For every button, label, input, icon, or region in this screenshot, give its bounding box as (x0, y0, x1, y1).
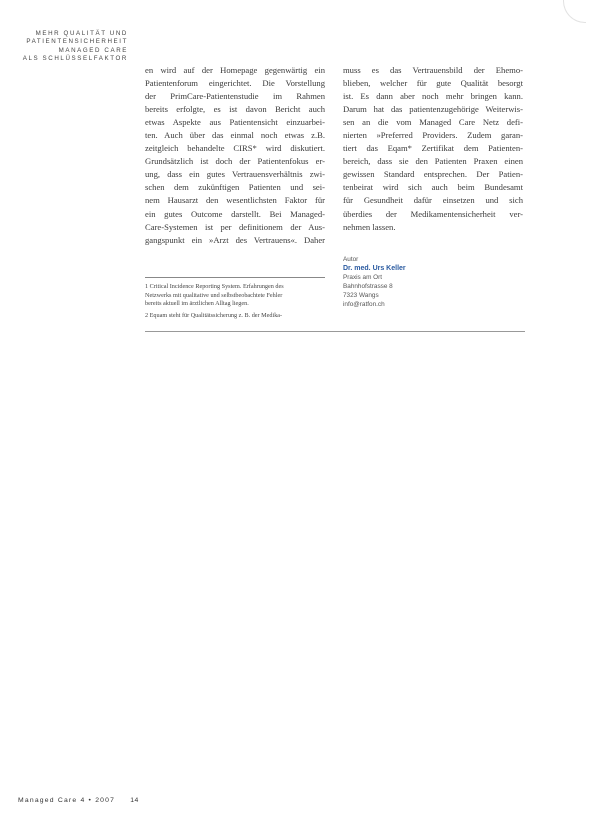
section-label-line: MEHR QUALITÄT UND (35, 30, 128, 37)
body-line: zeitgleich behandelte CIRS* wird diskutiert. (145, 143, 325, 154)
address-line: Praxis am Ort (343, 274, 383, 282)
body-line: tiert das Eqam* Zertifikat dem Patienten- (343, 143, 523, 154)
body-line: Care-Systemen ist per definitionem der Aus- (145, 221, 325, 232)
right-text-column (343, 64, 523, 234)
footnotes (145, 283, 327, 320)
body-line: der PrimCare-Patientenstudie im Rahmen (145, 91, 325, 102)
body-line: blieben, welcher für gute Qualität besorgt (343, 78, 523, 89)
address-label: Autor (343, 256, 359, 263)
section-label (18, 30, 128, 64)
address-line: Bahnhofstrasse 8 (343, 283, 393, 291)
footnote-line: Netzwerks mit qualitative und selbstbeobachtete Fehler (145, 291, 283, 299)
body-line: tenbeirat wird sich auch beim Bundesamt (343, 182, 523, 193)
body-line: nem Hausarzt den wesentlichsten Faktor für (145, 195, 325, 206)
content-bottom-divider (145, 331, 525, 332)
journal-name: Managed Care 4 • 2007 (18, 797, 116, 804)
body-line: Darum hat das patientenzugehörige Weiterwis- (343, 104, 523, 115)
body-line: Grundsätzlich ist doch der Patientenfokus er- (145, 156, 325, 167)
body-line: ung, dass ein gutes Vertrauensverhältnis zwi- (145, 169, 325, 180)
body-line: sen an die vom Managed Care Netz defi- (343, 117, 523, 128)
body-line: ten. Auch über das einmal noch etwas z.B. (145, 130, 325, 141)
left-text-column (145, 64, 325, 247)
body-line: gewissen Standard entsprechen. Der Patien- (343, 169, 523, 180)
body-line: für Gesundheit dafür einsetzen und sich (343, 195, 523, 206)
body-line: Patientenforum eingerichtet. Die Vorstellung (145, 78, 325, 89)
address-line: 7323 Wangs (343, 292, 379, 300)
author-name: Dr. med. Urs Keller (343, 265, 406, 273)
body-line: ein gutes Outcome darstellt. Bei Managed- (145, 208, 325, 219)
author-address (343, 255, 523, 310)
footnote-divider (145, 277, 325, 278)
body-line: etwas Aspekte aus Patientensicht einzuarbei- (145, 117, 325, 128)
page-corner-mark (563, 0, 586, 23)
body-line: überdies der Medikamentensicherheit ver- (343, 208, 523, 219)
body-line: en wird auf der Homepage gegenwärtig ein (145, 65, 325, 75)
address-email[interactable]: info@ratfon.ch (343, 301, 385, 309)
footnote-line: bereits aktuell im ärztlichen Alltag liegen. (145, 300, 249, 308)
body-line: bereich, dass sie den Patienten Praxen einen (343, 156, 523, 167)
body-line: nierten »Preferred Providers. Zudem garan- (343, 130, 523, 141)
page-number: 14 (130, 797, 139, 804)
body-line: ist. Es dann aber noch mehr bringen kann. (343, 91, 523, 102)
body-line: gangspunkt ein »Arzt des Vertrauens«. Daher (145, 234, 325, 245)
body-line: schen dem zukünftigen Patienten und sei- (145, 182, 325, 193)
section-label-line: ALS SCHLÜSSELFAKTOR (22, 55, 128, 63)
section-label-line: PATIENTENSICHERHEIT (26, 38, 128, 46)
body-line: muss es das Vertrauensbild der Ehemo- (343, 65, 523, 75)
footnote-line: 1 Critical Incidence Reporting System. Erfahrungen des (145, 283, 284, 290)
footnote-line: 2 Equam steht für Qualitätssicherung z. B. der Medika- (145, 311, 283, 319)
section-label-line: MANAGED CARE (58, 46, 128, 54)
body-line: bereits erfolgte, es ist davon Bericht auch (145, 104, 325, 115)
body-line: nehmen lassen. (343, 221, 396, 232)
page-footer (18, 797, 139, 804)
